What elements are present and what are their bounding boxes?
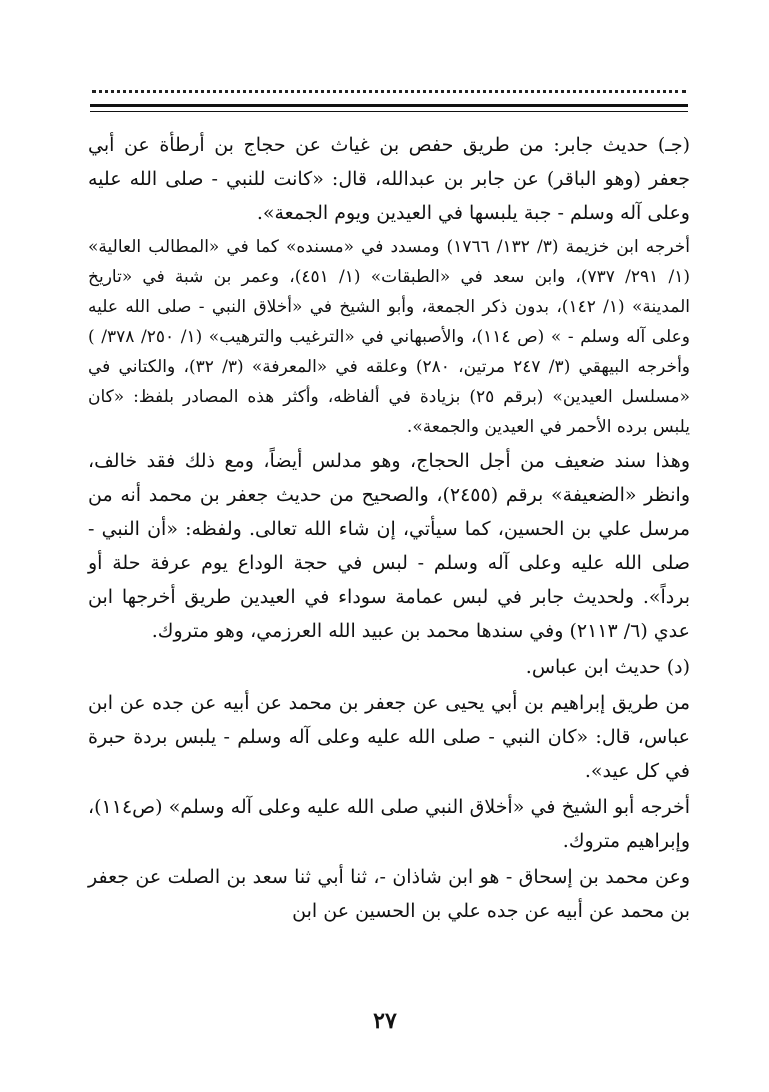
paragraph-heading-ibn-abbas: (د) حديث ابن عباس. <box>525 656 690 678</box>
paragraph-hadith-ibn-abbas: من طريق إبراهيم بن أبي يحيى عن جعفر بن محمد عن أبيه عن جده عن ابن عباس، قال: «كان النبي - صلى الله عليه وعلى آله وسلم - يلبس بردة حبرة في كل عيد». <box>88 692 690 782</box>
page-body <box>88 128 690 928</box>
header-rule-thin <box>90 111 688 112</box>
header-rule-thick <box>90 104 688 107</box>
paragraph-grading-jabir: وهذا سند ضعيف من أجل الحجاج، وهو مدلس أيضاً، ومع ذلك فقد خالف، وانظر «الضعيفة» برقم (٢٤٥٥)، والصحيح من حديث جعفر بن محمد أنه من مرسل علي بن الحسين، كما سيأتي، إن شاء الله تعالى. ولفظه: «أن النبي - صلى الله عليه وعلى آله وسلم - لبس في حجة الوداع يوم عرفة حلة أو برداً». ولحديث جابر في لبس عمامة سوداء في العيدين طريق أخرجها ابن عدي (٦/ ٢١١٣) وفي سندها محمد بن عبيد الله العرزمي، وهو متروك. <box>88 450 690 642</box>
paragraph-hadith-jabir: (جـ) حديث جابر: من طريق حفص بن غياث عن حجاج بن أرطأة عن أبي جعفر (وهو الباقر) عن جابر بن عبدالله، قال: «كانت للنبي - صلى الله عليه وعلى آله وسلم - جبة يلبسها في العيدين ويوم الجمعة». <box>88 134 690 224</box>
paragraph-sources-ibn-abbas: أخرجه أبو الشيخ في «أخلاق النبي صلى الله عليه وعلى آله وسلم» (ص١١٤)، وإبراهيم متروك. <box>88 796 690 852</box>
paragraph-sources-jabir: أخرجه ابن خزيمة (٣/ ١٣٢/ ١٧٦٦) ومسدد في «مسنده» كما في «المطالب العالية» (١/ ٢٩١/ ٧٣٧)، وابن سعد في «الطبقات» (١/ ٤٥١)، وعمر بن شبة في «تاريخ المدينة» (١/ ١٤٢)، بدون ذكر الجمعة، وأبو الشيخ في «أخلاق النبي - صلى الله عليه وعلى آله وسلم - » (ص ١١٤)، والأصبهاني في «الترغيب والترهيب» (١/ ٢٥٠/ ٣٧٨/ ) وأخرجه البيهقي (٣/ ٢٤٧ مرتين، ٢٨٠) وعلقه في «المعرفة» (٣/ ٣٢)، والكتاني في «مسلسل العيدين» (برقم ٢٥) بزيادة في ألفاظه، وأكثر هذه المصادر بلفظ: «كان يلبس برده الأحمر في العيدين والجمعة». <box>88 237 691 437</box>
header-dotted-rule <box>92 80 686 93</box>
paragraph-hadith-ibn-ishaq: وعن محمد بن إسحاق - هو ابن شاذان -، ثنا أبي ثنا سعد بن الصلت عن جعفر بن محمد عن أبيه عن جده علي بن الحسين عن ابن <box>88 866 690 922</box>
page-number: ٢٧ <box>373 1008 397 1034</box>
